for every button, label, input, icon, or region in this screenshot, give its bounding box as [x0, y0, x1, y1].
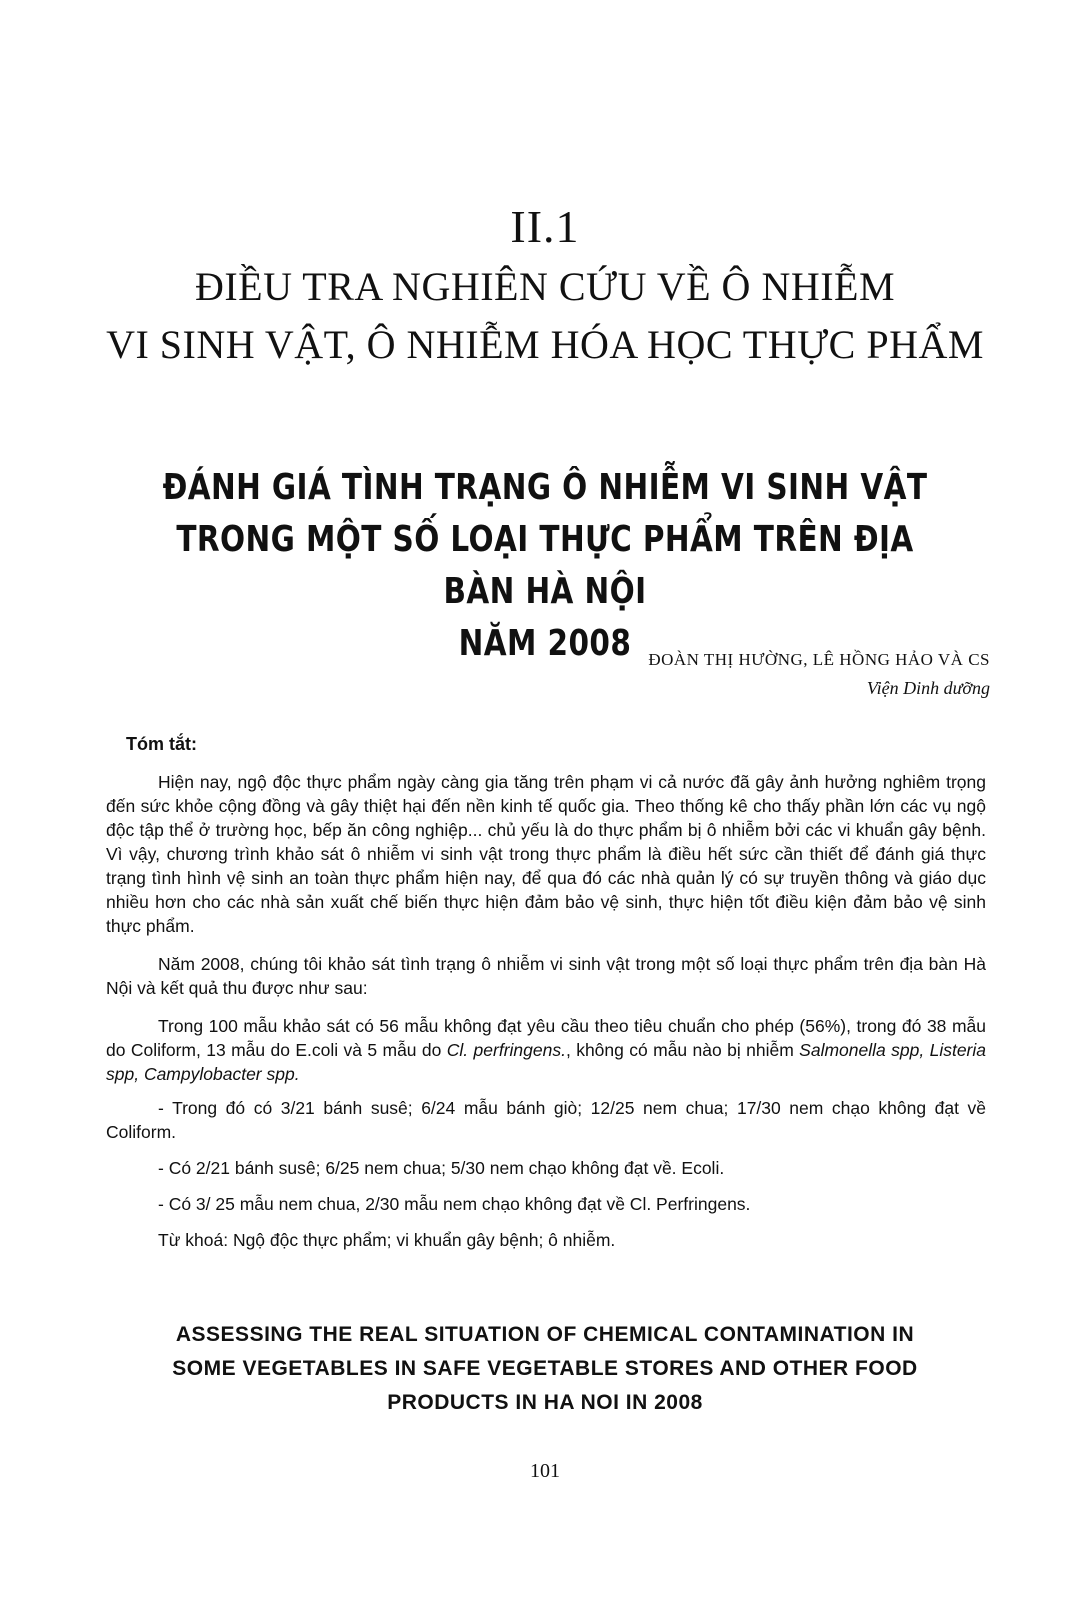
institute: Viện Dinh dưỡng: [866, 678, 990, 698]
english-title-line-2: SOME VEGETABLES IN SAFE VEGETABLE STORES AND OTHER FOOD: [172, 1357, 918, 1380]
paper-title: [147, 462, 942, 670]
page-number: 101: [530, 1460, 560, 1482]
summary-paragraph-1: Hiện nay, ngộ độc thực phẩm ngày càng gia tăng trên phạm vi cả nước đã gây ảnh hưởng nghiêm trọng đến sức khỏe cộng đồng và gây thiệt hại đến nền kinh tế quốc gia. Theo thống kê cho thấy phần lớn các vụ ngộ độc tập thể ở trường học, bếp ăn công nghiệp... chủ yếu là do thực phẩm bị ô nhiễm bởi các vi khuẩn gây bệnh. Vì vậy, chương trình khảo sát ô nhiễm vi sinh vật trong thực phẩm là điều hết sức cần thiết để đánh giá thực trạng tình hình vệ sinh an toàn thực phẩm hiện nay, để qua đó các nhà quản lý có sự truyền thông và giáo dục nhiều hơn cho các nhà sản xuất chế biến thực hiện đảm bảo vệ sinh, thực hiện tốt điều kiện đảm bảo vệ sinh thực phẩm.: [106, 772, 986, 936]
paper-title-line-1: ĐÁNH GIÁ TÌNH TRẠNG Ô NHIỄM VI SINH VẬT: [162, 467, 928, 508]
section-title-line-2: VI SINH VẬT, Ô NHIỄM HÓA HỌC THỰC PHẨM: [106, 322, 984, 367]
english-title-line-3: PRODUCTS IN HA NOI IN 2008: [387, 1391, 703, 1414]
section-title-line-1: ĐIỀU TRA NGHIÊN CỨU VỀ Ô NHIỄM: [194, 264, 896, 309]
results-text: Trong 100 mẫu khảo sát có 56 mẫu không đạt yêu cầu theo tiêu chuẩn cho phép (56%), trong đó 38 mẫu do Coliform, 13 mẫu do E.coli và 5 mẫu do: [106, 1016, 986, 1060]
english-title: [100, 1318, 990, 1420]
paper-title-line-2: TRONG MỘT SỐ LOẠI THỰC PHẨM TRÊN ĐỊA BÀN HÀ NỘI: [176, 519, 914, 612]
result-item-ecoli: - Có 2/21 bánh susê; 6/25 nem chua; 5/30 nem chạo không đạt về. Ecoli.: [158, 1158, 725, 1178]
species-list: Salmonella spp, Listeria spp, Campylobacter spp.: [106, 1040, 986, 1084]
summary-paragraph-3: [106, 1014, 986, 1086]
paper-title-line-3: NĂM 2008: [458, 623, 632, 664]
keywords: Từ khoá: Ngộ độc thực phẩm; vi khuẩn gây bệnh; ô nhiễm.: [158, 1230, 616, 1250]
species-name: Cl. perfringens.: [446, 1040, 566, 1060]
english-title-line-1: ASSESSING THE REAL SITUATION OF CHEMICAL CONTAMINATION IN: [175, 1323, 915, 1346]
result-item-coliform: - Trong đó có 3/21 bánh susê; 6/24 mẫu bánh giò; 12/25 nem chua; 17/30 nem chạo không đạt về Coliform.: [106, 1098, 986, 1142]
results-text-cont: , không có mẫu nào bị nhiễm: [565, 1040, 800, 1060]
summary-heading: Tóm tắt:: [126, 734, 197, 754]
result-item-perfringens: - Có 3/ 25 mẫu nem chua, 2/30 mẫu nem chạo không đạt về Cl. Perfringens.: [158, 1194, 751, 1214]
summary-paragraph-2: Năm 2008, chúng tôi khảo sát tình trạng ô nhiễm vi sinh vật trong một số loại thực phẩm trên địa bàn Hà Nội và kết quả thu được như sau:: [106, 954, 986, 998]
section-number: II.1: [510, 201, 580, 252]
section-title: [60, 258, 1030, 374]
authors: ĐOÀN THỊ HƯỜNG, LÊ HỒNG HẢO VÀ CS: [648, 650, 990, 669]
